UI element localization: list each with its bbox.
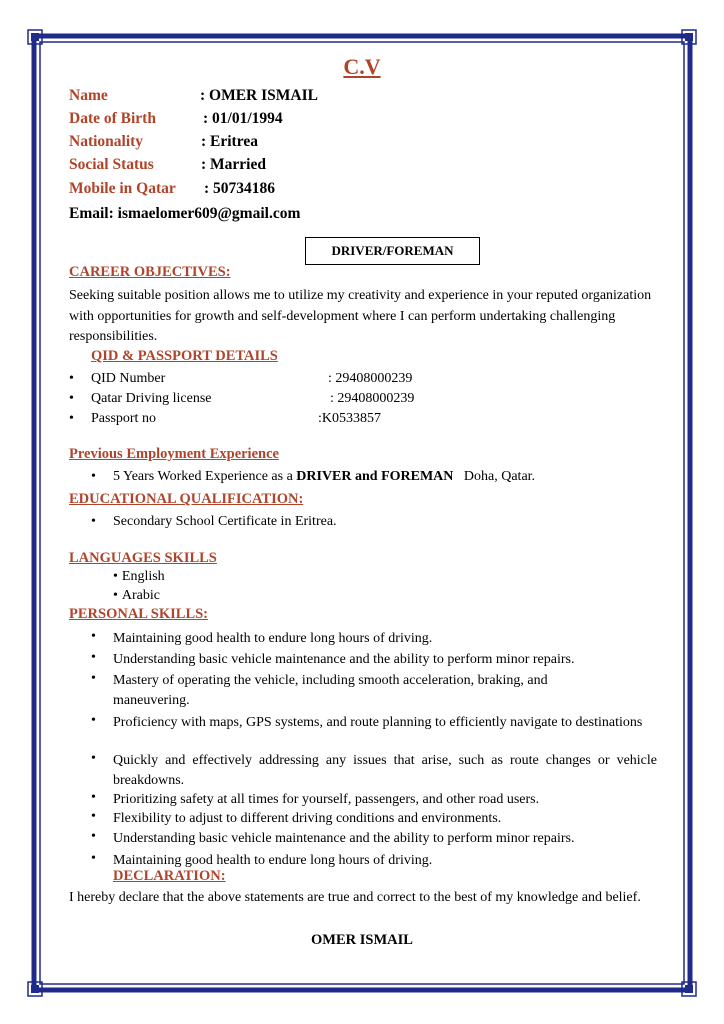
name-value: : OMER ISMAIL bbox=[200, 87, 318, 104]
signature-name: OMER ISMAIL bbox=[311, 932, 413, 948]
bullet: • bbox=[91, 629, 96, 644]
driving-license-value: : 29408000239 bbox=[330, 391, 415, 406]
email-line: Email: ismaelomer609@gmail.com bbox=[69, 205, 301, 222]
skill-item: Maintaining good health to endure long hours of driving. bbox=[113, 853, 433, 868]
qid-number-value: : 29408000239 bbox=[328, 371, 413, 386]
employment-role: DRIVER and FOREMAN bbox=[296, 469, 454, 484]
skill-item: Prioritizing safety at all times for yourself, passengers, and other road users. bbox=[113, 792, 540, 807]
skill-item: Mastery of operating the vehicle, including smooth acceleration, braking, and maneuvering. bbox=[113, 673, 548, 708]
employment-location: Doha, Qatar. bbox=[453, 469, 536, 484]
social-status-value: : Married bbox=[201, 156, 266, 173]
skills-heading: PERSONAL SKILLS: bbox=[69, 606, 209, 622]
bullet: • bbox=[91, 650, 96, 665]
nationality-label: Nationality bbox=[69, 133, 144, 150]
skill-item: Maintaining good health to endure long hours of driving. bbox=[113, 631, 433, 646]
passport-label: • Passport no bbox=[91, 411, 156, 427]
career-text: Seeking suitable position allows me to utilize my creativity and experience in your reputed organization with opportunities for growth and self-development where I can perform undertaking challenging responsibilities. bbox=[69, 288, 652, 344]
bullet: • bbox=[91, 829, 96, 844]
social-status-label: Social Status bbox=[69, 156, 154, 173]
dob-label: Date of Birth bbox=[69, 110, 156, 127]
language-item: • English bbox=[113, 569, 165, 585]
language-item: • Arabic bbox=[113, 588, 160, 604]
bullet: • bbox=[91, 809, 96, 824]
skill-item: Quickly and effectively addressing any issues that arise, such as route changes or vehicle breakdowns. bbox=[113, 753, 657, 788]
mobile-label: Mobile in Qatar bbox=[69, 180, 176, 197]
bullet: • bbox=[91, 851, 96, 866]
name-label: Name bbox=[69, 87, 108, 104]
employment-prefix: 5 Years Worked Experience as a bbox=[113, 469, 297, 484]
dob-value: : 01/01/1994 bbox=[203, 110, 283, 127]
skill-item: Flexibility to adjust to different driving conditions and environments. bbox=[113, 811, 502, 826]
qid-number-label: • QID Number bbox=[91, 371, 165, 387]
employment-heading: Previous Employment Experience bbox=[69, 446, 279, 462]
career-heading: CAREER OBJECTIVES: bbox=[69, 264, 231, 280]
driving-license-label: • Qatar Driving license bbox=[91, 391, 212, 407]
bullet: • bbox=[91, 790, 96, 805]
skill-item: Proficiency with maps, GPS systems, and route planning to efficiently navigate to destinations bbox=[113, 715, 643, 730]
bullet: • bbox=[91, 751, 96, 766]
passport-value: :K0533857 bbox=[318, 411, 381, 426]
page-title: C.V bbox=[343, 54, 381, 79]
mobile-value: : 50734186 bbox=[204, 180, 276, 197]
skill-item: Understanding basic vehicle maintenance and the ability to perform minor repairs. bbox=[113, 831, 575, 846]
education-heading: EDUCATIONAL QUALIFICATION: bbox=[69, 491, 304, 507]
declaration-heading: DECLARATION: bbox=[113, 868, 226, 884]
position-title-box: DRIVER/FOREMAN bbox=[305, 237, 480, 265]
languages-heading: LANGUAGES SKILLS bbox=[69, 550, 217, 566]
bullet: • bbox=[91, 713, 96, 728]
skill-item: Understanding basic vehicle maintenance and the ability to perform minor repairs. bbox=[113, 652, 575, 667]
bullet: • bbox=[91, 671, 96, 686]
employment-item bbox=[113, 469, 535, 485]
nationality-value: : Eritrea bbox=[201, 133, 258, 150]
education-item: • Secondary School Certificate in Eritrea. bbox=[113, 514, 337, 530]
declaration-text: I hereby declare that the above statements are true and correct to the best of my knowledge and belief. bbox=[69, 890, 641, 905]
qid-heading: QID & PASSPORT DETAILS bbox=[91, 348, 278, 364]
